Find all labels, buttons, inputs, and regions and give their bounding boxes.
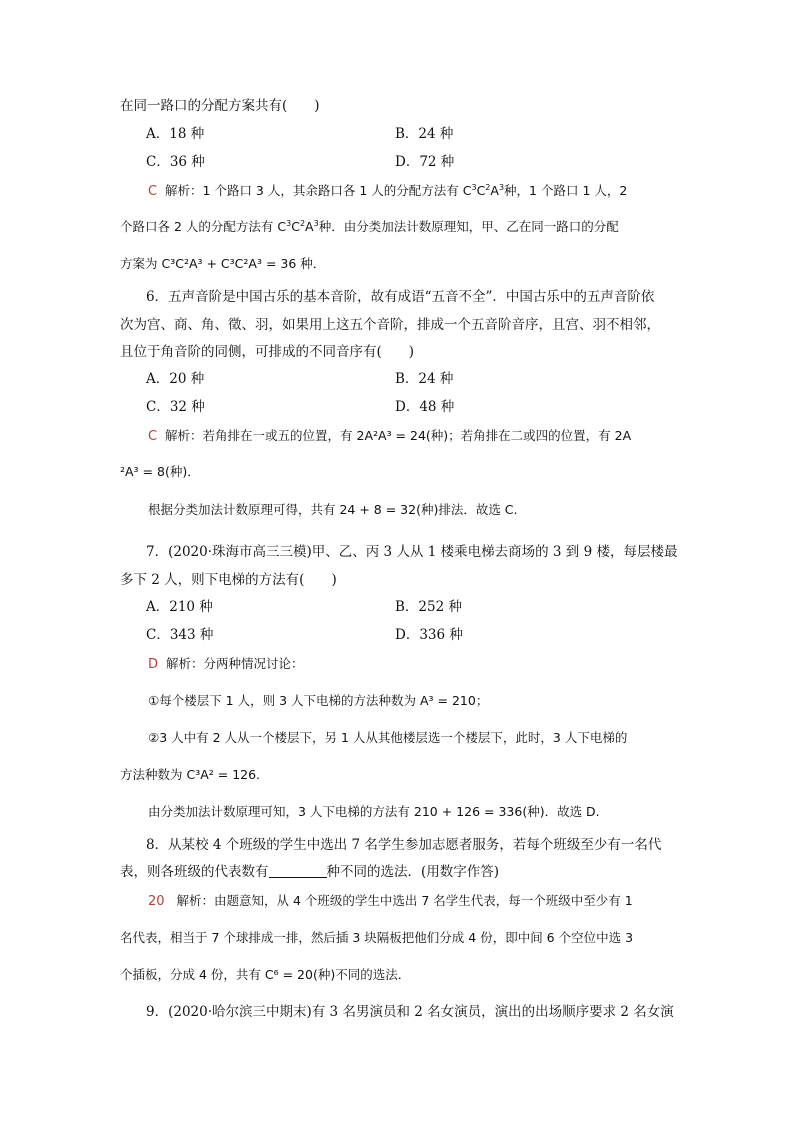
q5-option-d: D．72 种 bbox=[395, 154, 455, 170]
q5-stem-line: 在同一路口的分配方案共有( ) bbox=[120, 98, 320, 114]
q6-stem-line-1: 6．五声音阶是中国古乐的基本音阶，故有成语“五音不全”．中国古乐中的五声音阶依 bbox=[146, 289, 655, 305]
q7-stem-line-1: 7．(2020·珠海市高三三模)甲、乙、丙 3 人从 1 楼乘电梯去商场的 3 到 9 楼，每层楼最 bbox=[146, 544, 678, 560]
q6-stem-line-3: 且位于角音阶的同侧，可排成的不同音序有( ) bbox=[120, 344, 415, 360]
q5-answer: C bbox=[148, 184, 158, 199]
q8-stem-line-2: 表，则各班级的代表数有 种不同的选法．(用数字作答) bbox=[120, 864, 500, 880]
q7-option-a: A．210 种 bbox=[146, 599, 213, 615]
q7-solution-line-1: D 解析：分两种情况讨论： bbox=[148, 656, 304, 672]
q7-stem-line-2: 多下 2 人，则下电梯的方法有( ) bbox=[120, 572, 337, 588]
q5-option-a: A．18 种 bbox=[146, 126, 205, 142]
q7-solution-line-5: 由分类加法计数原理可知，3 人下电梯的方法有 210 + 126 = 336(种)．故选 D. bbox=[148, 804, 600, 819]
q8-solution-line-2: 名代表，相当于 7 个球排成一排，然后插 3 块隔板把他们分成 4 份，即中间 6 个空位中选 3 bbox=[120, 930, 634, 945]
q6-stem-line-2: 次为宫、商、角、徵、羽，如果用上这五个音阶，排成一个五音阶音序，且宫、羽不相邻， bbox=[120, 317, 660, 333]
q7-option-c: C．343 种 bbox=[146, 627, 214, 643]
q9-stem-line-1: 9．(2020·哈尔滨三中期末)有 3 名男演员和 2 名女演员，演出的出场顺序要求 2 名女演 bbox=[146, 1004, 674, 1020]
q8-solution-line-1: 20 解析：由题意知，从 4 个班级的学生中选出 7 名学生代表，每一个班级中至少有 1 bbox=[148, 893, 633, 909]
q8-stem-line-1: 8．从某校 4 个班级的学生中选出 7 名学生参加志愿者服务，若每个班级至少有一名代 bbox=[146, 837, 662, 853]
q6-option-d: D．48 种 bbox=[395, 399, 455, 415]
q7-solution-line-3: ②3 人中有 2 人从一个楼层下，另 1 人从其他楼层选一个楼层下，此时，3 人下电梯的 bbox=[148, 730, 628, 745]
q7-solution-line-2: ①每个楼层下 1 人，则 3 人下电梯的方法种数为 A³ = 210； bbox=[148, 693, 489, 708]
q6-solution-line-1: C 解析：若角排在一或五的位置，有 2A²A³ = 24(种)；若角排在二或四的位置，有 2A bbox=[148, 428, 632, 444]
q5-option-c: C．36 种 bbox=[146, 154, 205, 170]
q5-solution-line-1: C 解析：1 个路口 3 人，其余路口各 1 人的分配方法有 $C^3C^2A^3$种，1 个路口 1 人，2 bbox=[148, 183, 628, 199]
q7-option-b: B．252 种 bbox=[395, 599, 462, 615]
q5-solution-line-3: 方案为 C³C²A³ + C³C²A³ = 36 种． bbox=[120, 256, 326, 271]
q6-option-a: A．20 种 bbox=[146, 371, 205, 387]
q8-answer-blank bbox=[269, 863, 327, 878]
q8-solution-line-3: 个插板，分成 4 份，共有 C⁶ = 20(种)不同的选法． bbox=[120, 967, 411, 982]
q6-option-c: C．32 种 bbox=[146, 399, 205, 415]
q6-solution-line-2: ²A³ = 8(种)． bbox=[120, 464, 200, 479]
q6-answer: C bbox=[148, 429, 158, 444]
q6-option-b: B．24 种 bbox=[395, 371, 454, 387]
q7-answer: D bbox=[148, 657, 159, 672]
q5-solution-line-2: 个路口各 2 人的分配方法有 $C^3C^2A^3$种．由分类加法计数原理知，甲、乙在同一路口的分配 bbox=[120, 219, 619, 234]
q7-solution-line-4: 方法种数为 C³A² = 126. bbox=[120, 767, 261, 782]
q5-option-b: B．24 种 bbox=[395, 126, 454, 142]
q6-solution-line-3: 根据分类加法计数原理可得，共有 24 + 8 = 32(种)排法．故选 C. bbox=[148, 502, 518, 517]
q8-answer: 20 bbox=[148, 894, 165, 909]
q7-option-d: D．336 种 bbox=[395, 627, 463, 643]
